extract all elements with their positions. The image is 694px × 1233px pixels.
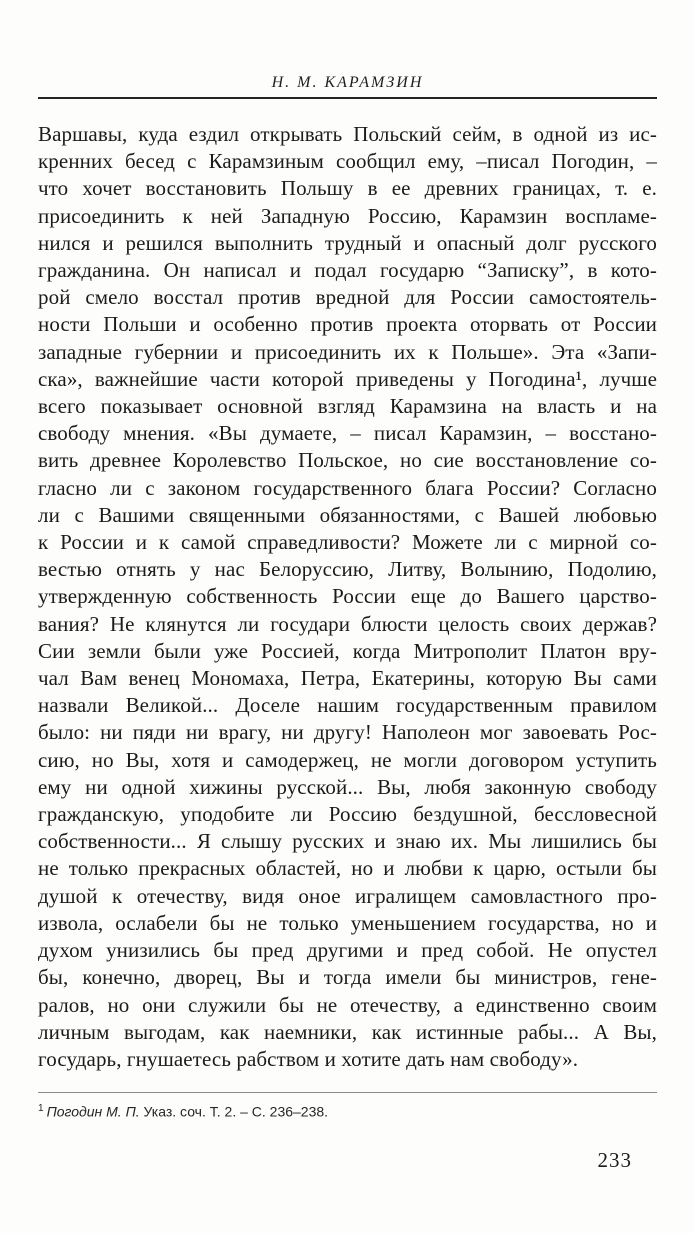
body-text-line: Сии земли были уже Россией, когда Митрополит Платон вру- (38, 638, 657, 663)
footnote (38, 1100, 657, 1121)
page-number: 233 (597, 1148, 632, 1172)
body-text-line: присоединить к ней Западную Россию, Карамзин воспламе- (38, 203, 657, 228)
body-text-line: собственности... Я слышу русских и знаю их. Мы лишились бы (38, 829, 657, 854)
body-text-line: ли с Вашими священными обязанностями, с Вашей любовью (38, 502, 657, 527)
footnote-text: Указ. соч. Т. 2. – С. 236–238. (143, 1103, 329, 1120)
body-text-line: утвержденную собственность России еще до Вашего царство- (38, 584, 657, 609)
footnote-marker: 1 (38, 1103, 44, 1114)
body-text-line: вестью отнять у нас Белоруссию, Литву, Волынию, Подолию, (38, 557, 657, 582)
body-text-line: не только прекрасных областей, но и любви к царю, остыли бы (38, 856, 657, 881)
body-text-line: личным выгодам, как наемники, как истинные рабы... А Вы, (38, 1019, 657, 1044)
body-text-line: душой к отечеству, видя оное игралищем самовластного про- (38, 883, 657, 908)
body-text-line: бы, конечно, дворец, Вы и тогда имели бы министров, гене- (38, 965, 657, 990)
body-text-line: ности Польши и особенно против проекта оторвать от России (38, 312, 657, 337)
body-text-line: государь, гнушаетесь рабством и хотите дать нам свободу». (38, 1046, 579, 1071)
body-text-line: гражданина. Он написал и подал государю “Записку”, в кото- (38, 258, 657, 283)
body-text-line: кренних бесед с Карамзиным сообщил ему, –писал Погодин, – (38, 149, 657, 174)
footnote-separator (38, 1092, 657, 1093)
header-rule (38, 97, 657, 99)
body-text-line: гласно ли с законом государственного блага России? Согласно (38, 475, 657, 500)
body-text-line: всего показывает основной взгляд Карамзина на власть и на (38, 394, 657, 419)
body-text-line: к России и к самой справедливости? Можете ли с мирной со- (38, 530, 657, 555)
body-text-line: что хочет восстановить Польшу в ее древних границах, т. е. (38, 176, 657, 201)
body-text-line: ралов, но они служили бы не отечеству, а единственно своим (38, 992, 657, 1017)
body-text-line: сию, но Вы, хотя и самодержец, не могли договором уступить (38, 747, 657, 772)
body-text-line: извола, ослабели бы не только уменьшением государства, но и (38, 910, 657, 935)
body-text-line: гражданскую, уподобите ли Россию бездушной, бессловесной (38, 802, 657, 827)
body-text-line: Варшавы, куда ездил открывать Польский сейм, в одной из ис- (38, 122, 657, 146)
body-text-line: свободу мнения. «Вы думаете, – писал Карамзин, – восстано- (38, 421, 657, 446)
body-text-line: нился и решился выполнить трудный и опасный долг русского (38, 230, 657, 255)
body-text-line: вания? Не клянутся ли государи блюсти целость своих держав? (38, 611, 657, 636)
body-text-line: ему ни одной хижины русской... Вы, любя законную свободу (38, 774, 657, 799)
body-text-line: вить древнее Королевство Польское, но сие восстановление со- (38, 448, 657, 473)
body-text-line: рой смело восстал против вредной для России самостоятель- (38, 285, 657, 310)
body-text-line: западные губернии и присоединить их к Польше». Эта «Запи- (38, 339, 657, 364)
body-text-block (38, 121, 657, 1073)
running-head (38, 74, 657, 99)
body-text-line: ска», важнейшие части которой приведены у Погодина¹, лучше (38, 366, 657, 391)
footnote-author: Погодин М. П. (46, 1103, 140, 1120)
body-text-line: назвали Великой... Доселе нашим государственным правилом (38, 693, 657, 718)
body-text-line: было: ни пяди ни врагу, ни другу! Наполеон мог завоевать Рос- (38, 720, 657, 745)
body-text-line: чал Вам венец Мономаха, Петра, Екатерины, которую Вы сами (38, 666, 657, 691)
running-head-title: Н. М. КАРАМЗИН (271, 74, 424, 91)
body-text-line: духом унизились бы пред другими и пред собой. Не опустел (38, 938, 657, 963)
